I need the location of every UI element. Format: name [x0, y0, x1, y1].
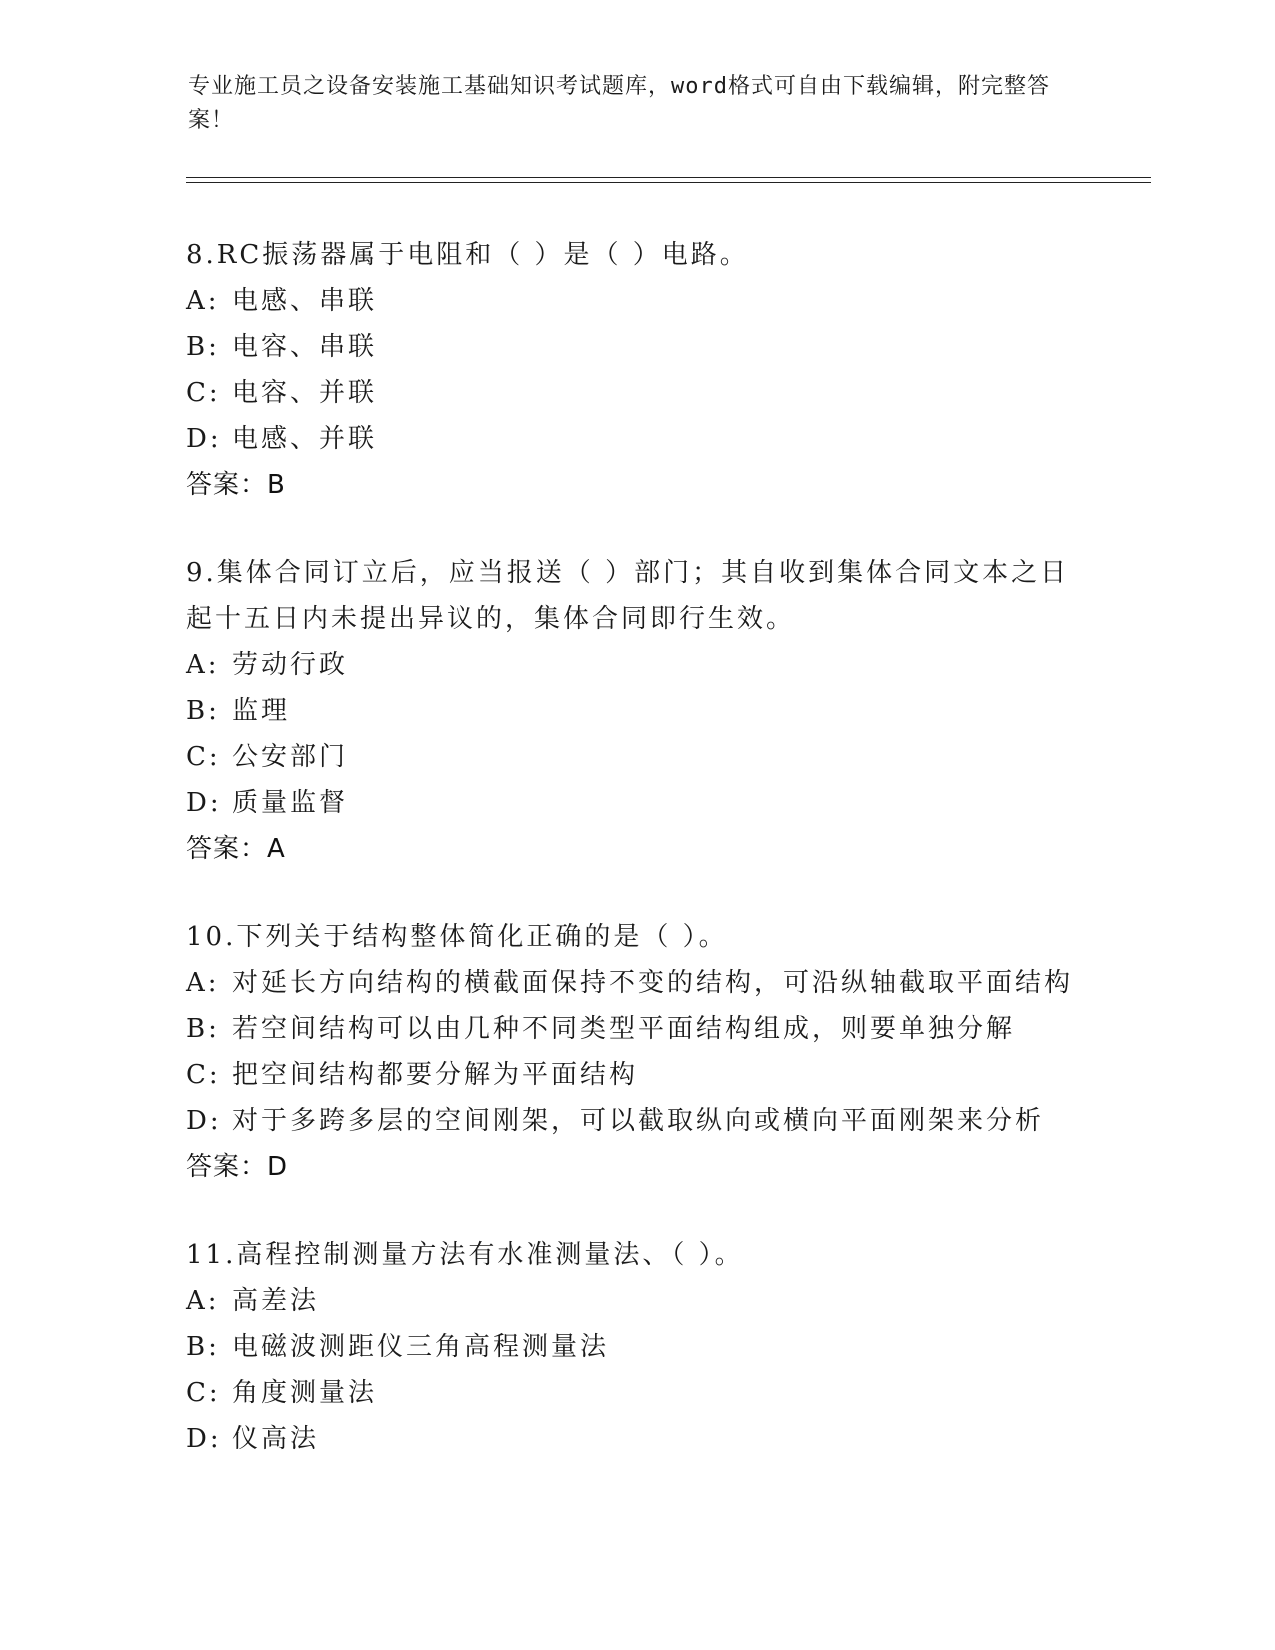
question-stem: 11.高程控制测量方法有水准测量法、（ ）。	[186, 1240, 744, 1270]
option-letter: C:	[186, 742, 221, 772]
option-c	[186, 1370, 1086, 1416]
option-b	[186, 1006, 1086, 1052]
option-letter: D:	[186, 1106, 222, 1136]
document-header	[188, 70, 1068, 138]
option-letter: D:	[186, 1424, 222, 1454]
option-text: 把空间结构都要分解为平面结构	[232, 1060, 639, 1090]
option-letter: B:	[186, 1014, 220, 1044]
option-c	[186, 1052, 1086, 1098]
answer-line: 答案：B	[186, 470, 286, 500]
header-divider-top	[186, 177, 1151, 178]
option-text: 仪高法	[232, 1424, 320, 1454]
option-text: 公安部门	[232, 742, 349, 772]
question-8	[186, 232, 1086, 508]
option-d	[186, 1416, 1086, 1462]
answer-line: 答案：D	[186, 1152, 289, 1182]
option-c	[186, 734, 1086, 780]
option-letter: A:	[186, 650, 220, 680]
option-a	[186, 960, 1086, 1006]
option-d	[186, 416, 1086, 462]
header-divider-bottom	[186, 182, 1151, 183]
option-letter: B:	[186, 696, 220, 726]
option-c	[186, 370, 1086, 416]
option-text: 劳动行政	[232, 650, 349, 680]
option-letter: D:	[186, 788, 222, 818]
option-text: 监理	[232, 696, 291, 726]
option-text: 对延长方向结构的横截面保持不变的结构，可沿纵轴截取平面结构	[232, 968, 1074, 998]
option-letter: C:	[186, 378, 221, 408]
question-stem: 9.集体合同订立后，应当报送（ ）部门；其自收到集体合同文本之日起十五日内未提出异议的，集体合同即行生效。	[186, 558, 1070, 634]
question-11	[186, 1232, 1086, 1462]
option-letter: A:	[186, 968, 220, 998]
option-text: 电磁波测距仪三角高程测量法	[232, 1332, 610, 1362]
option-letter: B:	[186, 332, 220, 362]
option-letter: D:	[186, 424, 222, 454]
option-letter: C:	[186, 1060, 221, 1090]
option-text: 质量监督	[232, 788, 349, 818]
option-a	[186, 1278, 1086, 1324]
question-stem: 8.RC振荡器属于电阻和（ ）是（ ）电路。	[186, 240, 749, 270]
option-a	[186, 278, 1086, 324]
option-text: 电感、并联	[232, 424, 378, 454]
option-text: 电感、串联	[232, 286, 378, 316]
option-text: 角度测量法	[232, 1378, 378, 1408]
option-text: 对于多跨多层的空间刚架，可以截取纵向或横向平面刚架来分析	[232, 1106, 1045, 1136]
question-stem: 10.下列关于结构整体简化正确的是（ ）。	[186, 922, 728, 952]
option-b	[186, 1324, 1086, 1370]
option-letter: C:	[186, 1378, 221, 1408]
option-d	[186, 780, 1086, 826]
header-text: 专业施工员之设备安装施工基础知识考试题库，word格式可自由下载编辑，附完整答案！	[188, 74, 1050, 133]
option-a	[186, 642, 1086, 688]
option-letter: A:	[186, 1286, 220, 1316]
option-text: 电容、串联	[232, 332, 378, 362]
option-text: 高差法	[232, 1286, 320, 1316]
option-b	[186, 688, 1086, 734]
option-d	[186, 1098, 1086, 1144]
question-9	[186, 550, 1086, 872]
option-text: 若空间结构可以由几种不同类型平面结构组成，则要单独分解	[232, 1014, 1016, 1044]
option-letter: B:	[186, 1332, 220, 1362]
answer-line: 答案：A	[186, 834, 286, 864]
option-letter: A:	[186, 286, 220, 316]
option-text: 电容、并联	[232, 378, 378, 408]
question-10	[186, 914, 1086, 1190]
option-b	[186, 324, 1086, 370]
